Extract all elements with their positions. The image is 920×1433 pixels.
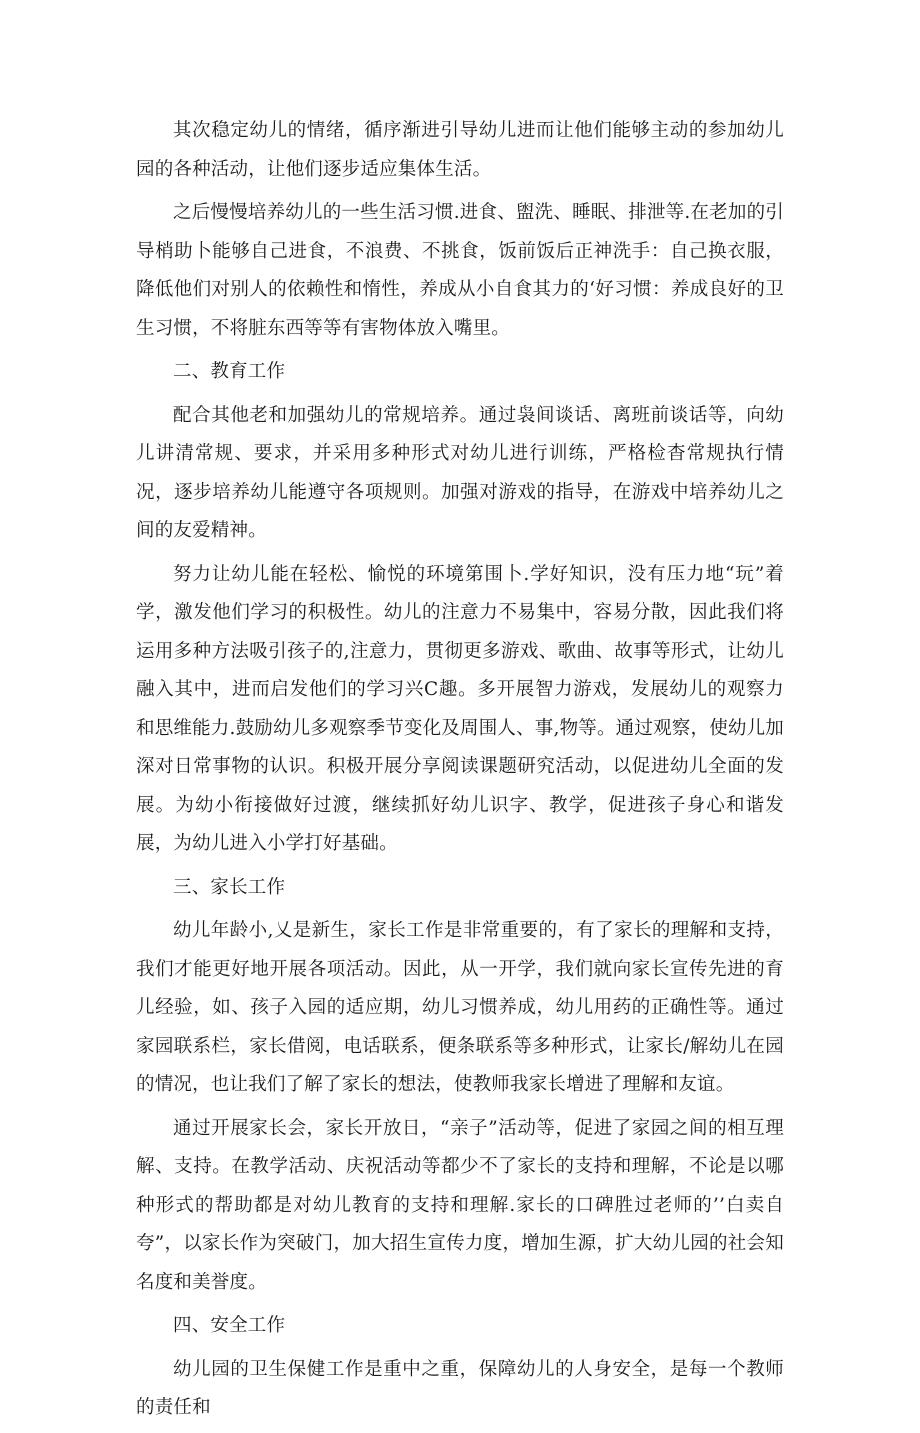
paragraph-parent-communication: 幼儿年龄小,乂是新生，家长工作是非常重要的，有了家长的理解和支持，我们才能更好地开展各项活动。因此，从一开学，我们就向家长宣传先进的育儿经验，如、孩子入园的适应期，幼儿习惯养成，幼儿用药的正确性等。通过家园联系栏，家长借阅，电话联系，便条联系等多种形式，让家长/解幼儿在园的情况，也让我们了解了家长的想法，使教师我家长增进了理解和友谊。: [136, 920, 784, 1095]
section-heading-safety: 四、安全工作: [173, 1315, 286, 1336]
paragraph-health-safety: 幼儿园的卫生保健工作是重中之重，保障幼儿的人身安全，是每一个教师的责任和: [136, 1358, 784, 1418]
paragraph-parent-activities: 通过开展家长会，家长开放日，“亲子”活动等，促进了家园之间的相互理解、支持。在教学活动、庆祝活动等都少不了家长的支持和理解，不论是以哪种形式的帮助都是对幼儿教育的支持和理解.家长的口碑胜过老师的’’白卖自夸”，以家长作为突破门，加大招生宣传力度，增加生源，扩大幼儿园的社会知名度和美誉度。: [136, 1117, 784, 1293]
paragraph-routine-training: 配合其他老和加强幼儿的常规培养。通过袅间谈话、离班前谈话等，向幼儿讲清常规、要求，并采用多种形式对幼儿进行训练，严格检杳常规执行情况，逐步培养幼儿能遵守各项规则。加强对游戏的指导，在游戏中培养幼儿之间的友爱精神。: [136, 404, 784, 541]
section-heading-parents: 三、家长工作: [173, 876, 286, 898]
document-body: [136, 112, 784, 1433]
paragraph-learning-environment: 努力让幼儿能在轻松、愉悦的环境第围卜.学好知识，没有压力地“玩”着学，激发他们学习的积极性。幼儿的注意力不易集中，容易分散，因此我们将运用多种方法吸引孩子的,注意力，贯彻更多游戏、歌曲、故事等形式，让幼儿融入其中，进而启发他们的学习兴C趣。多开展智力游戏，发展幼儿的观察力和思维能力.鼓励幼儿多观察季节变化及周围人、事,物等。通过观察，使幼儿加深对日常事物的认识。积极开展分享阅读课题研究活动，以促进幼儿全面的发展。为幼小衔接做好过渡，继续抓好幼儿识字、教学，促进孩子身心和谐发展，为幼儿进入小学打好基础。: [136, 563, 784, 854]
paragraph-emotion-stability: 其次稳定幼儿的情绪，循序渐进引导幼儿进而让他们能够主动的参加幼儿园的各种活动，让他们逐步适应集体生活。: [136, 120, 784, 180]
paragraph-living-habits: 之后慢慢培养幼儿的一些生活习惯.进食、盥洗、睡眠、排泄等.在老加的引导梢助卜能够自己进食，不浪费、不挑食，饭前饭后正神洗手：自己换衣服，降低他们对别人的依赖性和惰性，养成从小自食其力的‘好习惯：养成良好的卫生习惯，不将脏东西等等有害物体放入嘴里。: [136, 202, 784, 339]
section-heading-education: 二、教育工作: [173, 361, 286, 382]
